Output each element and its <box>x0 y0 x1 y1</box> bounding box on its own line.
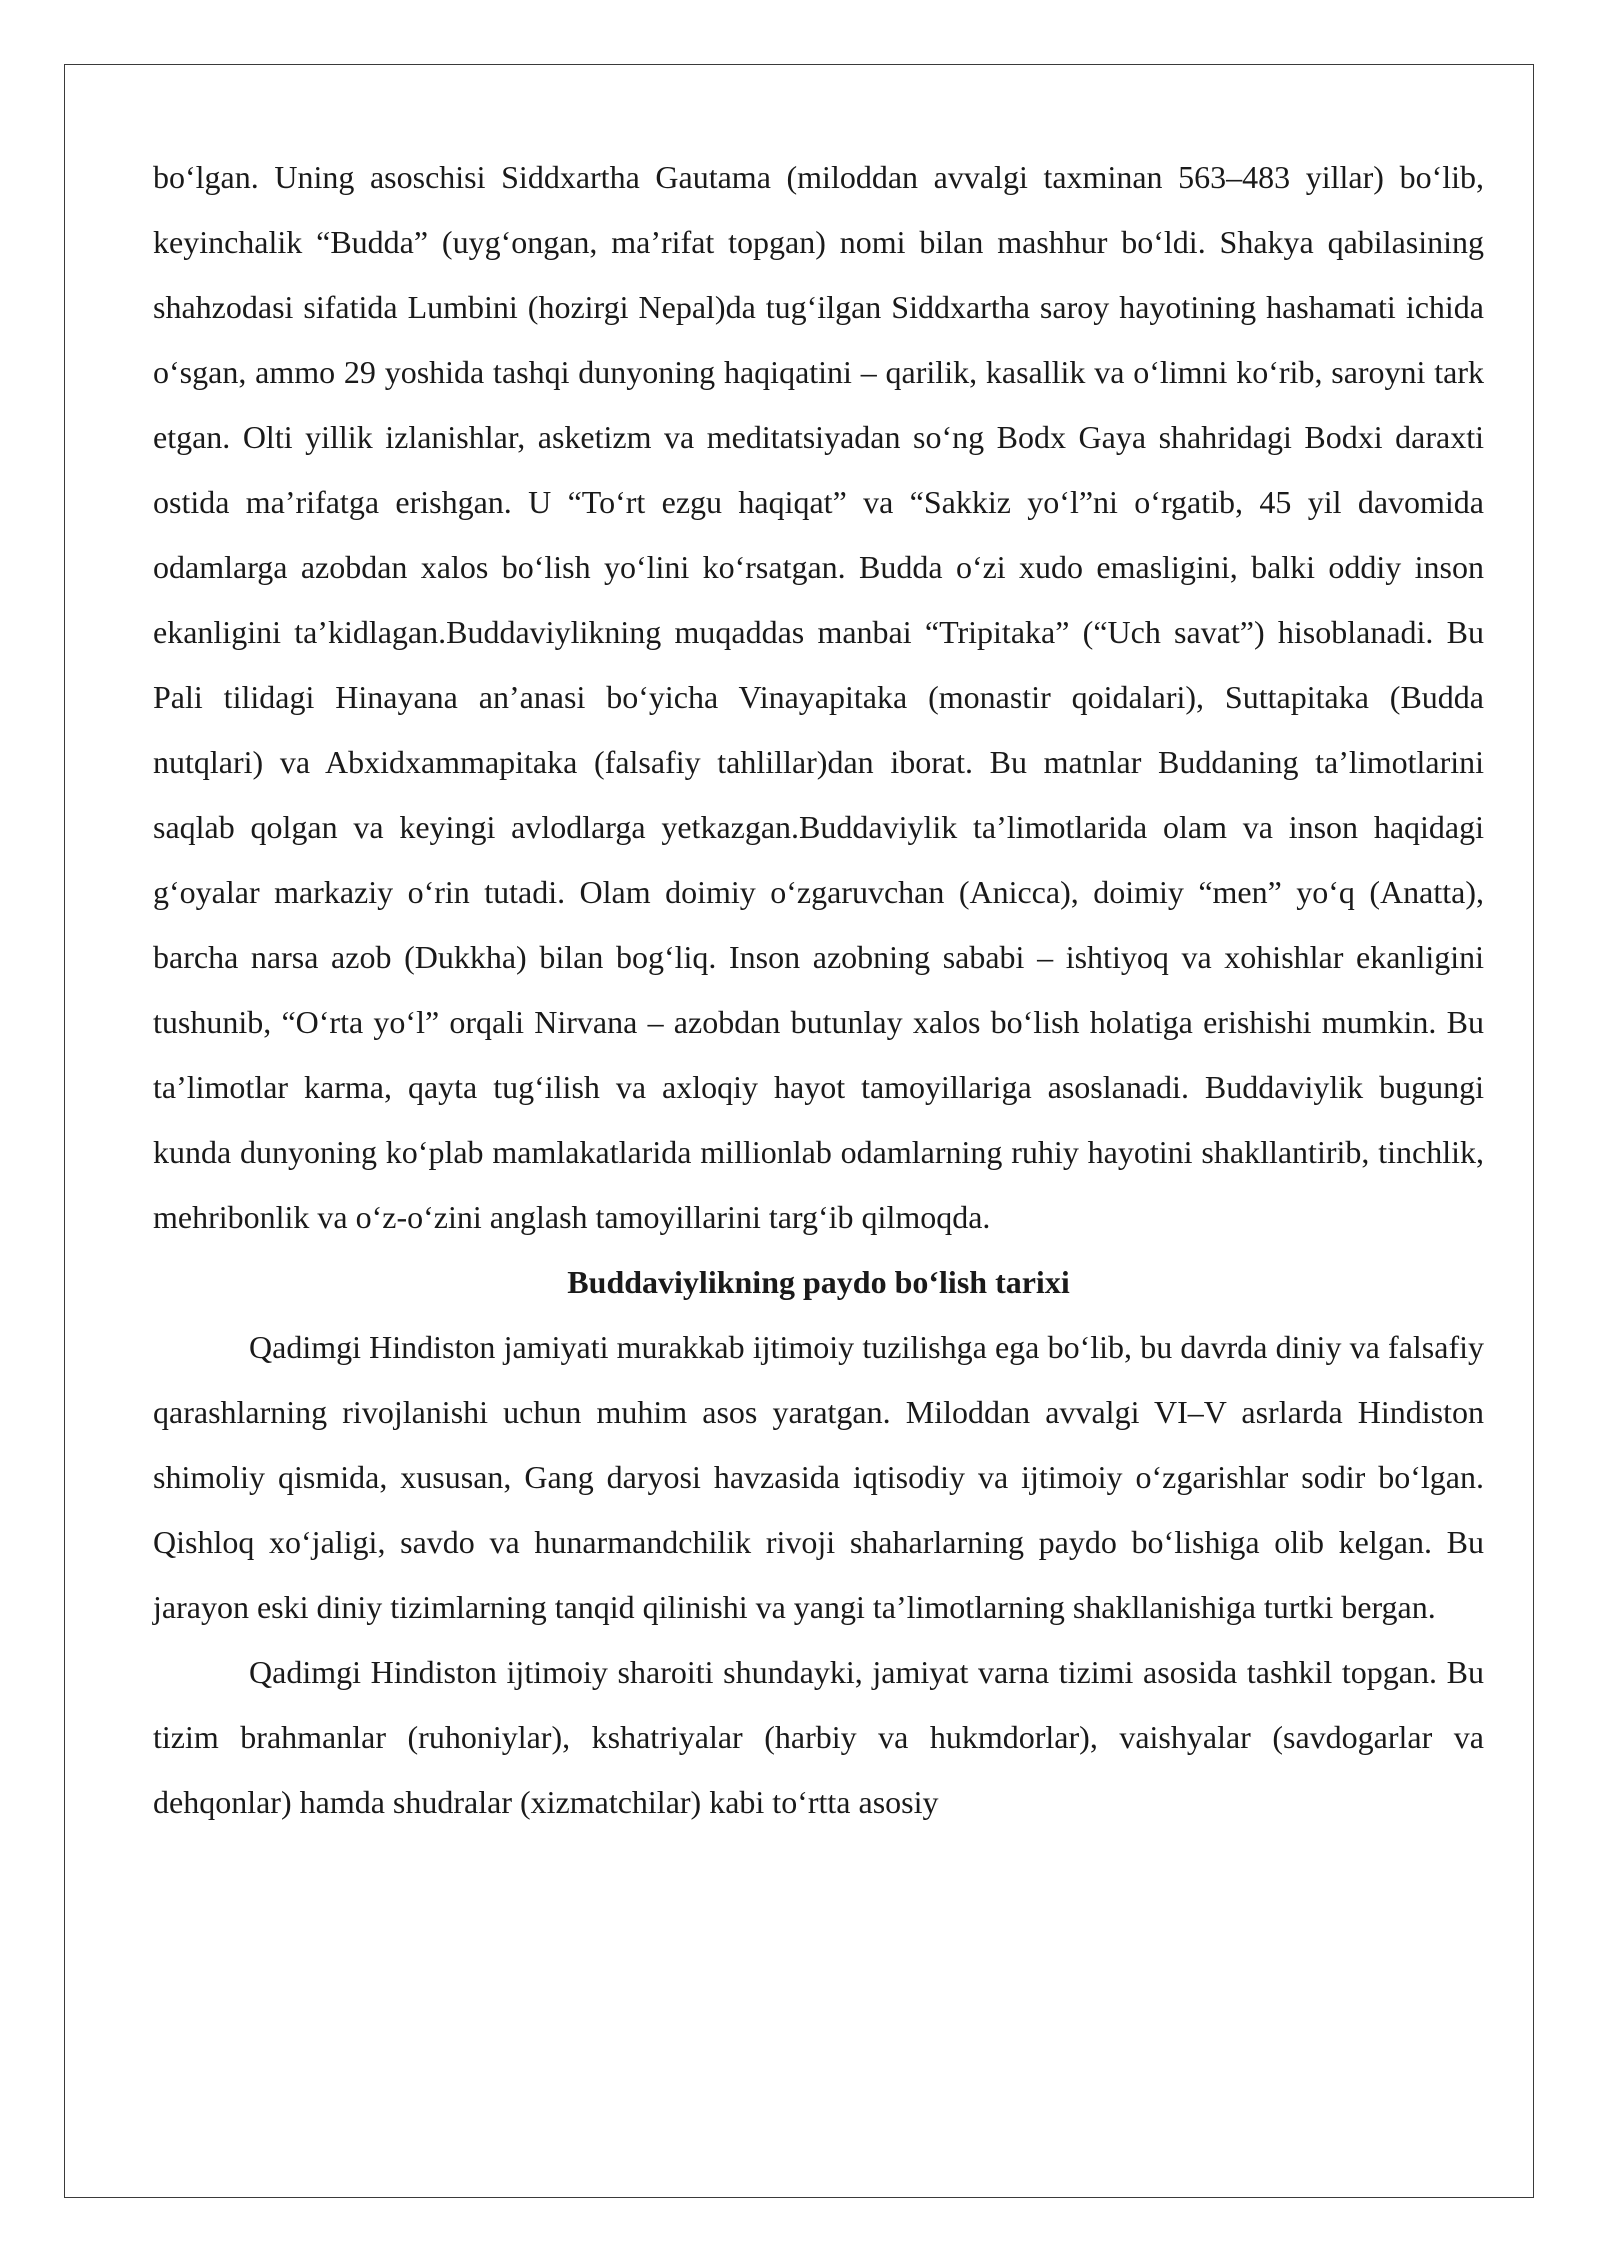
continuation-paragraph: bo‘lgan. Uning asoschisi Siddxartha Gautama (miloddan avvalgi taxminan 563–483 yillar) bo‘lib, keyinchalik “Budda” (uyg‘ongan, ma’rifat topgan) nomi bilan mashhur bo‘ldi. Shakya qabilasining shahzodasi sifatida Lumbini (hozirgi Nepal)da tug‘ilgan Siddxartha saroy hayotining hashamati ichida o‘sgan, ammo 29 yoshida tashqi dunyoning haqiqatini – qarilik, kasallik va o‘limni ko‘rib, saroyni tark etgan. Olti yillik izlanishlar, asketizm va meditatsiyadan so‘ng Bodx Gaya shahridagi Bodxi daraxti ostida ma’rifatga erishgan. U “To‘rt ezgu haqiqat” va “Sakkiz yo‘l”ni o‘rgatib, 45 yil davomida odamlarga azobdan xalos bo‘lish yo‘lini ko‘rsatgan. Budda o‘zi xudo emasligini, balki oddiy inson ekanligini ta’kidlagan.Buddaviylikning muqaddas manbai “Tripitaka” (“Uch savat”) hisoblanadi. Bu Pali tilidagi Hinayana an’anasi bo‘yicha Vinayapitaka (monastir qoidalari), Suttapitaka (Budda nutqlari) va Abxidxammapitaka (falsafiy tahlillar)dan iborat. Bu matnlar Buddaning ta’limotlarini saqlab qolgan va keyingi avlodlarga yetkazgan.Buddaviylik ta’limotlarida olam va inson haqidagi g‘oyalar markaziy o‘rin tutadi. Olam doimiy o‘zgaruvchan (Anicca), doimiy “men” yo‘q (Anatta), barcha narsa azob (Dukkha) bilan bog‘liq. Inson azobning sababi – ishtiyoq va xohishlar ekanligini tushunib, “O‘rta yo‘l” orqali Nirvana – azobdan butunlay xalos bo‘lish holatiga erishishi mumkin. Bu ta’limotlar karma, qayta tug‘ilish va axloqiy hayot tamoyillariga asoslanadi. Buddaviylik bugungi kunda dunyoning ko‘plab mamlakatlarida millionlab odamlarning ruhiy hayotini shakllantirib, tinchlik, mehribonlik va o‘z-o‘zini anglash tamoyillarini targ‘ib qilmoqda. <box>153 159 1484 1235</box>
paragraph-3: Qadimgi Hindiston ijtimoiy sharoiti shundayki, jamiyat varna tizimi asosida tashkil topgan. Bu tizim brahmanlar (ruhoniylar), kshatriyalar (harbiy va hukmdorlar), vaishyalar (savdogarlar va dehqonlar) hamda shudralar (xizmatchilar) kabi to‘rtta asosiy <box>153 1654 1484 1820</box>
paragraph-2: Qadimgi Hindiston jamiyati murakkab ijtimoiy tuzilishga ega bo‘lib, bu davrda diniy va falsafiy qarashlarning rivojlanishi uchun muhim asos yaratgan. Miloddan avvalgi VI–V asrlarda Hindiston shimoliy qismida, xususan, Gang daryosi havzasida iqtisodiy va ijtimoiy o‘zgarishlar sodir bo‘lgan. Qishloq xo‘jaligi, savdo va hunarmandchilik rivoji shaharlarning paydo bo‘lishiga olib kelgan. Bu jarayon eski diniy tizimlarning tanqid qilinishi va yangi ta’limotlarning shakllanishiga turtki bergan. <box>153 1329 1484 1625</box>
section-heading: Buddaviylikning paydo bo‘lish tarixi <box>567 1264 1070 1300</box>
document-body <box>153 145 1484 1835</box>
